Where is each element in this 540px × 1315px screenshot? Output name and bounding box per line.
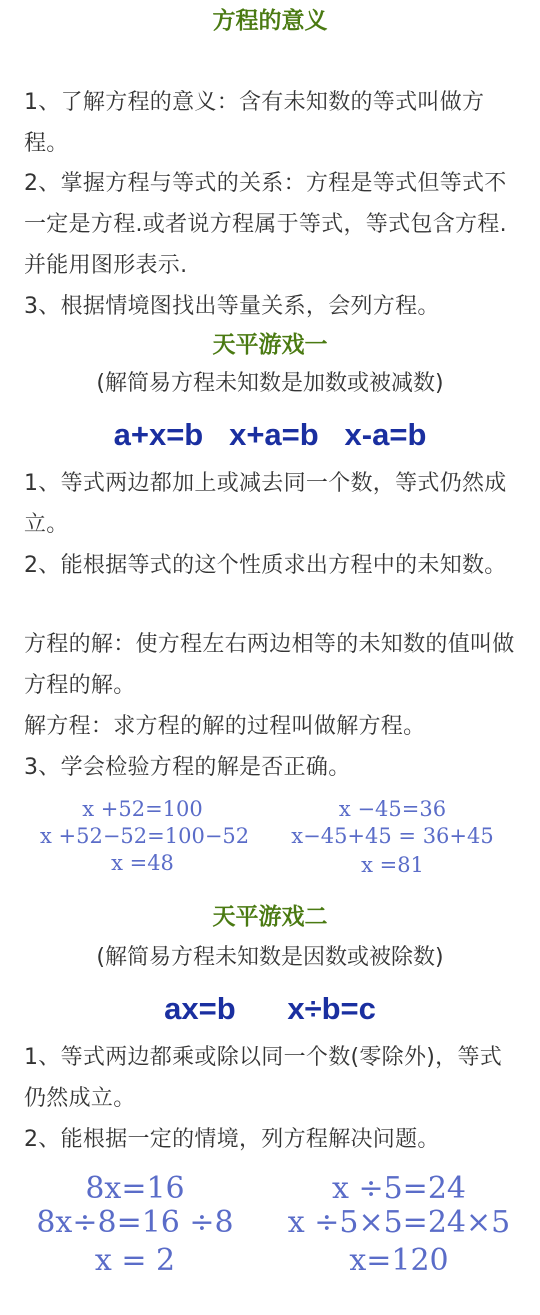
example-line: x ÷5×5=24×5 [287, 1205, 511, 1240]
section-title-balance-game-2: 天平游戏二 [212, 904, 328, 930]
paragraph-10: 2、能根据一定的情境，列方程解决问题。 [24, 1127, 440, 1152]
example-line: x = 2 [94, 1243, 176, 1278]
paragraph-1: 1、了解方程的意义：含有未知数的等式叫做方程。 [24, 90, 485, 156]
equations-line-2: ax=b x÷b=c [164, 991, 376, 1026]
paragraph-5: 2、能根据等式的这个性质求出方程中的未知数。 [24, 553, 507, 578]
example-line: x =81 [361, 853, 424, 877]
paragraph-8: 3、学会检验方程的解是否正确。 [24, 755, 351, 780]
example-line: 8x÷8=16 ÷8 [36, 1205, 234, 1240]
paragraph-2: 2、掌握方程与等式的关系：方程是等式但等式不一定是方程.或者说方程属于等式，等式包含方程.并能用图形表示. [24, 171, 507, 278]
example-line: x −45=36 [338, 797, 447, 821]
example-line: x =48 [111, 851, 174, 875]
example-line: x−45+45 = 36+45 [291, 824, 494, 848]
section-title-balance-game-1: 天平游戏一 [212, 332, 328, 358]
example-line: x=120 [349, 1243, 449, 1278]
example-line: 8x=16 [85, 1171, 185, 1206]
section-title-meaning: 方程的意义 [212, 8, 328, 34]
paragraph-9: 1、等式两边都乘或除以同一个数(零除外)，等式仍然成立。 [24, 1045, 503, 1111]
example-line: x +52−52=100−52 [40, 824, 250, 848]
example-line: x ÷5=24 [332, 1171, 466, 1206]
example-line: x +52=100 [82, 797, 203, 821]
paragraph-7: 解方程：求方程的解的过程叫做解方程。 [24, 714, 426, 739]
section-subtitle-2: (解简易方程未知数是因数或被除数) [96, 945, 444, 970]
paragraph-3: 3、根据情境图找出等量关系，会列方程。 [24, 294, 440, 319]
equations-line-1: a+x=b x+a=b x-a=b [113, 417, 427, 452]
paragraph-4: 1、等式两边都加上或减去同一个数，等式仍然成立。 [24, 471, 507, 537]
section-subtitle-1: (解简易方程未知数是加数或被减数) [96, 371, 444, 396]
paragraph-6: 方程的解：使方程左右两边相等的未知数的值叫做方程的解。 [24, 632, 515, 698]
